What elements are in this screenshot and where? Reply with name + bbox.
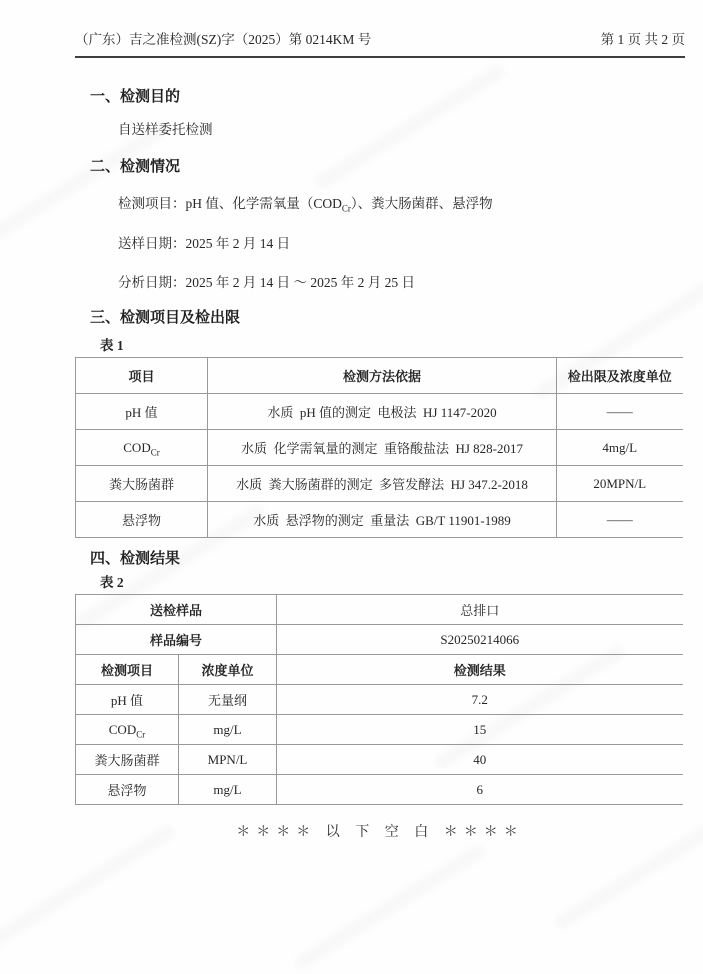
item-text: pH 值 — [125, 405, 158, 420]
table-row — [76, 745, 683, 775]
section-3-title: 三、检测项目及检出限 — [90, 310, 241, 326]
table-row — [76, 466, 683, 502]
sample-value-cell: 总排口 — [277, 595, 683, 625]
section-1-title: 一、检测目的 — [90, 89, 181, 105]
table-row — [76, 715, 683, 745]
test-purpose-text: 自送样委托检测 — [118, 122, 213, 137]
col-header-unit: 浓度单位 — [179, 655, 277, 685]
unit-cell: mg/L — [179, 715, 277, 745]
item-text: 悬浮物 — [121, 513, 161, 528]
sampling-date-line: 送样日期：2025 年 2 月 14 日 — [118, 236, 291, 251]
test-items-prefix: 检测项目：pH 值、化学需氧量（COD — [118, 196, 342, 211]
report-number: （广东）吉之准检测(SZ)字（2025）第 0214KM 号 — [75, 32, 372, 47]
sample-no-label-cell: 样品编号 — [76, 625, 277, 655]
unit-cell: MPN/L — [179, 745, 277, 775]
limit-cell: —— — [557, 394, 683, 430]
table-row — [76, 394, 683, 430]
item-cell — [76, 394, 208, 430]
scan-watermark — [293, 843, 487, 971]
col-header-limit: 检出限及浓度单位 — [557, 358, 683, 394]
blank-below-note: ＊＊＊＊ 以 下 空 白 ＊＊＊＊ — [236, 825, 524, 840]
table-1-label: 表 1 — [100, 338, 124, 353]
result-cell: 15 — [277, 715, 683, 745]
item-text: COD — [108, 721, 137, 737]
method-cell: 水质 pH 值的测定 电极法 HJ 1147-2020 — [208, 394, 557, 430]
item-cell — [76, 430, 208, 466]
table-row — [76, 595, 683, 625]
method-cell: 水质 粪大肠菌群的测定 多管发酵法 HJ 347.2-2018 — [208, 466, 557, 502]
unit-cell: mg/L — [179, 775, 277, 805]
item-cell — [76, 466, 208, 502]
result-cell: 7.2 — [277, 685, 683, 715]
limit-cell: 4mg/L — [557, 430, 683, 466]
item-cell — [76, 715, 179, 745]
method-cell: 水质 化学需氧量的测定 重铬酸盐法 HJ 828-2017 — [208, 430, 557, 466]
item-cell — [76, 502, 208, 538]
result-cell: 40 — [277, 745, 683, 775]
test-items-line — [118, 194, 685, 214]
item-text: 粪大肠菌群 — [108, 477, 174, 492]
table-row — [76, 502, 683, 538]
result-cell: 6 — [476, 781, 484, 797]
section-4-title: 四、检测结果 — [90, 551, 181, 567]
page-header — [75, 30, 685, 58]
detection-limit-table — [75, 357, 683, 538]
col-header-result: 检测结果 — [277, 655, 683, 685]
table-2-label: 表 2 — [100, 575, 124, 590]
table-row — [76, 430, 683, 466]
sample-label-cell: 送检样品 — [76, 595, 277, 625]
result-table — [75, 594, 683, 805]
table-row — [76, 358, 683, 394]
col-header-item: 检测项目 — [76, 655, 179, 685]
item-cell — [76, 775, 179, 805]
item-subscript: Cr — [136, 729, 146, 740]
table-row — [76, 655, 683, 685]
page-number: 第 1 页 共 2 页 — [600, 32, 685, 47]
item-text: 粪大肠菌群 — [94, 753, 160, 768]
limit-cell: —— — [606, 511, 633, 527]
unit-cell: 无量纲 — [179, 685, 277, 715]
test-items-suffix: ）、粪大肠菌群、悬浮物 — [350, 196, 493, 211]
item-cell — [76, 745, 179, 775]
cod-subscript: Cr — [341, 203, 351, 214]
item-text: COD — [123, 439, 151, 455]
col-header-method: 检测方法依据 — [208, 358, 557, 394]
section-2-title: 二、检测情况 — [90, 159, 181, 175]
sample-no-value-cell: S20250214066 — [277, 625, 683, 655]
item-text: pH 值 — [110, 693, 144, 708]
table-row — [76, 625, 683, 655]
limit-cell: 20MPN/L — [557, 466, 683, 502]
item-subscript: Cr — [150, 447, 160, 458]
item-cell — [76, 685, 179, 715]
item-text: 悬浮物 — [107, 783, 147, 798]
method-cell: 水质 悬浮物的测定 重量法 GB/T 11901-1989 — [208, 502, 557, 538]
col-header-item: 项目 — [76, 358, 208, 394]
table-row — [76, 775, 683, 805]
table-row — [76, 685, 683, 715]
scan-watermark — [0, 123, 167, 251]
analysis-date-line: 分析日期：2025 年 2 月 14 日 ～ 2025 年 2 月 25 日 — [118, 275, 415, 290]
scan-watermark — [0, 823, 177, 951]
